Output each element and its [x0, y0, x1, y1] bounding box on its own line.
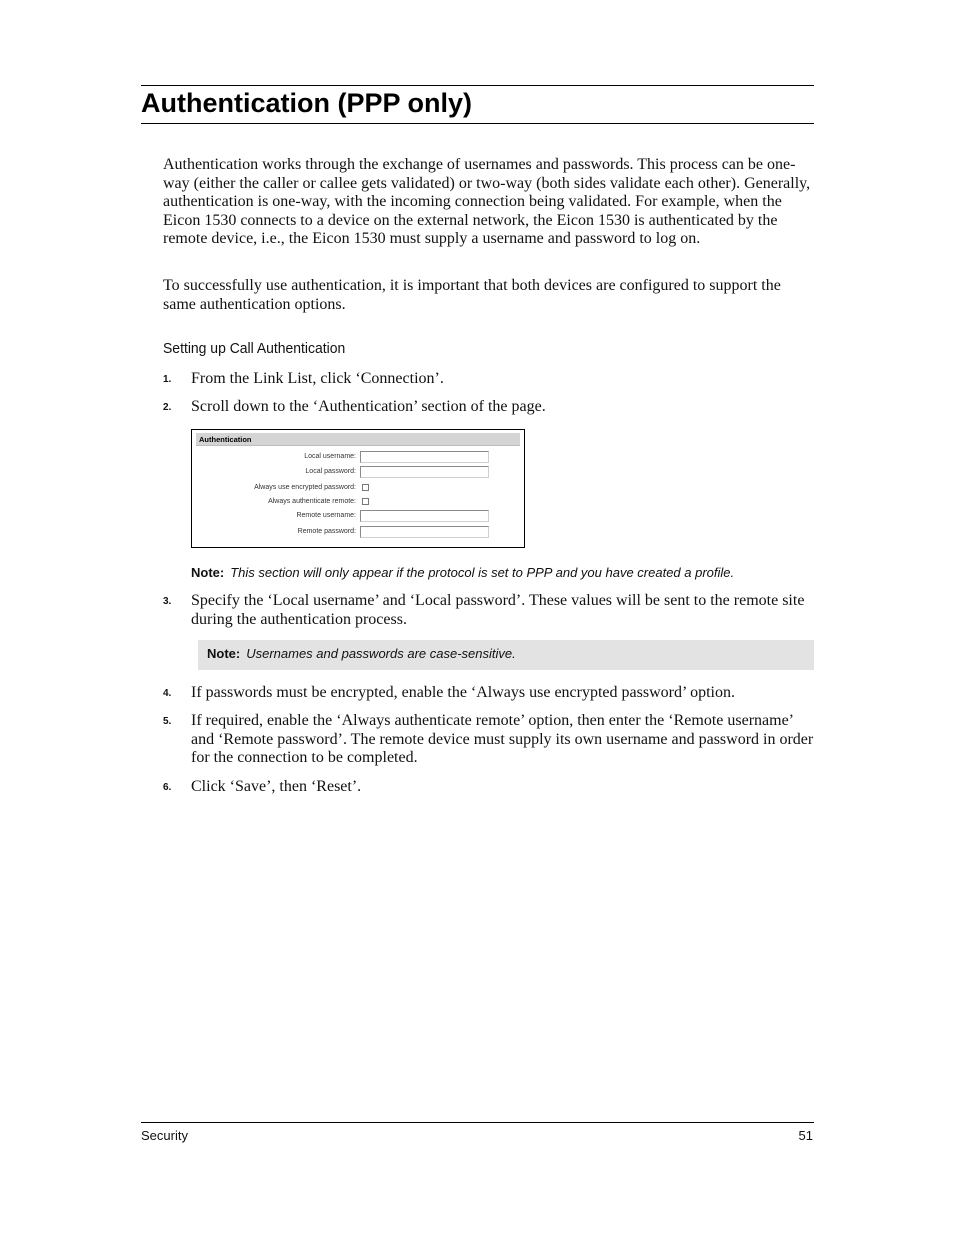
step-number: 4.	[163, 688, 172, 699]
step-1	[163, 370, 815, 389]
title-rule-bottom	[141, 123, 814, 124]
note-case-sensitive	[198, 640, 814, 670]
note-text: Usernames and passwords are case-sensitive.	[246, 646, 516, 661]
step-text: If required, enable the ‘Always authenticate remote’ option, then enter the ‘Remote username’ and ‘Remote password’. The remote device must supply its own username and password in order for the connection to be completed.	[191, 712, 814, 767]
step-number: 1.	[163, 374, 172, 385]
step-number: 2.	[163, 402, 172, 413]
remote-username-input[interactable]	[360, 510, 489, 522]
step-number: 3.	[163, 596, 172, 607]
remote-username-label: Remote username:	[296, 512, 356, 519]
footer-section: Security	[141, 1128, 188, 1143]
always-authenticate-label: Always authenticate remote:	[268, 498, 356, 505]
note-label: Note:	[207, 646, 241, 661]
section-title: Setting up Call Authentication	[163, 340, 346, 357]
step-number: 5.	[163, 716, 172, 727]
form-header-label: Authentication	[199, 435, 252, 444]
step-3	[163, 592, 815, 629]
always-authenticate-checkbox[interactable]	[362, 498, 369, 505]
always-authenticate-row	[192, 495, 522, 509]
step-4	[163, 684, 815, 703]
step-text: Scroll down to the ‘Authentication’ section of the page.	[191, 398, 546, 415]
step-text: From the Link List, click ‘Connection’.	[191, 370, 444, 387]
remote-password-input[interactable]	[360, 526, 489, 538]
remote-username-row	[192, 509, 522, 523]
local-password-label: Local password:	[305, 468, 356, 475]
note-protocol	[191, 565, 734, 581]
page-number: 51	[798, 1128, 813, 1143]
remote-password-label: Remote password:	[297, 528, 356, 535]
local-password-input[interactable]	[360, 466, 489, 478]
remote-password-row	[192, 525, 522, 539]
step-text: Click ‘Save’, then ‘Reset’.	[191, 778, 362, 795]
note-text: This section will only appear if the protocol is set to PPP and you have created a profile.	[230, 565, 735, 580]
intro-paragraph-2: To successfully use authentication, it is important that both devices are configured to support the same authentication options.	[163, 277, 781, 313]
step-2	[163, 398, 815, 417]
local-username-label: Local username:	[304, 453, 356, 460]
always-encrypted-checkbox[interactable]	[362, 484, 369, 491]
always-encrypted-row	[192, 481, 522, 495]
step-5	[163, 712, 815, 768]
page-title: Authentication (PPP only)	[141, 88, 473, 118]
local-username-row	[192, 450, 522, 464]
step-6	[163, 778, 815, 797]
footer-rule	[141, 1122, 814, 1123]
step-text: Specify the ‘Local username’ and ‘Local password’. These values will be sent to the remote site during the authentication process.	[191, 592, 805, 628]
always-encrypted-label: Always use encrypted password:	[254, 484, 356, 491]
intro-paragraph-1: Authentication works through the exchange of usernames and passwords. This process can be one-way (either the caller or callee gets validated) or two-way (both sides validate each other). Generally, authentication is one-way, with the incoming connection being validated. For example, when the Eicon 1530 connects to a device on the external network, the Eicon 1530 is authenticated by the remote device, i.e., the Eicon 1530 must supply a username and password to log on.	[163, 156, 811, 248]
local-username-input[interactable]	[360, 451, 489, 463]
authentication-form-figure	[191, 429, 525, 548]
note-label: Note:	[191, 565, 225, 580]
form-header	[196, 433, 520, 446]
step-number: 6.	[163, 782, 172, 793]
local-password-row	[192, 465, 522, 479]
step-text: If passwords must be encrypted, enable the ‘Always use encrypted password’ option.	[191, 684, 735, 701]
